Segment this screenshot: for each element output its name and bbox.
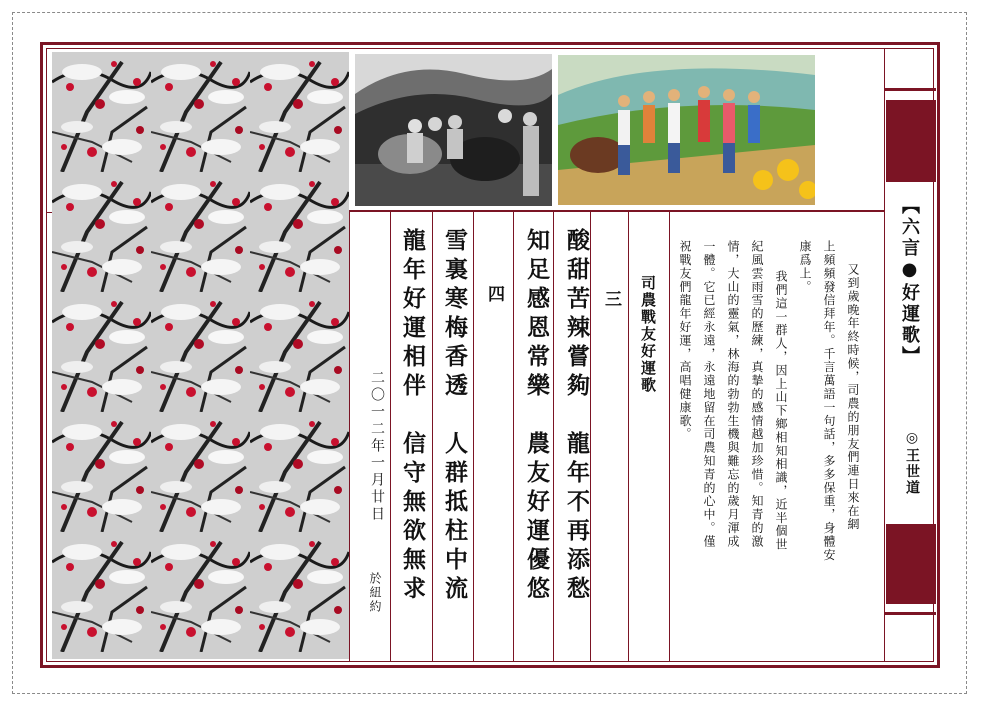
photo-divider bbox=[349, 210, 884, 212]
stanza3-line2-divider bbox=[513, 212, 514, 662]
stanza4-num-divider bbox=[473, 212, 474, 662]
author-name: ◎王世道 bbox=[904, 430, 920, 496]
stanza3-line1-divider bbox=[553, 212, 554, 662]
poem-line: 龍年好運相伴 信守無欲無求 bbox=[399, 228, 426, 605]
section-subtitle: 司農戰友好運歌 bbox=[639, 275, 657, 394]
prose-line: 紀風雲雨雪的歷練，真摯的感情越加珍惜。知青的激 bbox=[750, 240, 764, 549]
farm-photo bbox=[355, 54, 552, 206]
prose-line: 情，大山的靈氣，林海的勃勃生機與難忘的歲月渾成 bbox=[726, 240, 740, 549]
prose-line: 上頻頻發信拜年。千言萬語一句話，多多保重，身體安 bbox=[822, 240, 836, 562]
prose-line: 我們這一群人，因上山下鄉相知相識，近半個世 bbox=[774, 270, 788, 552]
prose-divider bbox=[669, 212, 670, 662]
poem-line: 知足感恩常樂 農友好運優悠 bbox=[523, 228, 550, 605]
plum-blossom-image bbox=[52, 52, 349, 659]
stanza4-line2-divider bbox=[390, 212, 391, 662]
stanza-number: 三 bbox=[601, 290, 621, 307]
title-decor-top bbox=[886, 100, 936, 182]
title-band-top-line bbox=[884, 88, 936, 91]
prose-line: 祝戰友們龍年好運，高唱健康歌。 bbox=[678, 240, 692, 441]
poem-line: 酸甜苦辣嘗夠 龍年不再添愁 bbox=[563, 228, 590, 605]
title-decor-bottom bbox=[886, 524, 936, 604]
stanza-number: 四 bbox=[484, 285, 504, 302]
prose-line: 康爲上。 bbox=[798, 240, 812, 294]
poem-place: 於紐約 bbox=[368, 572, 382, 614]
prose-line: 一體。它已經永遠，永遠地留在司農知青的心中。僅 bbox=[702, 240, 716, 549]
poem-title: 【六言●好運歌】 bbox=[899, 196, 920, 367]
title-band-bottom-line bbox=[884, 612, 936, 615]
poem-line: 雪裏寒梅香透 人群抵柱中流 bbox=[441, 228, 468, 605]
poem-date: 二〇一二年一月廿日 bbox=[369, 370, 385, 523]
title-column-divider bbox=[884, 48, 885, 662]
date-divider bbox=[349, 212, 350, 662]
subtitle-divider bbox=[628, 212, 629, 662]
stanza4-line1-divider bbox=[432, 212, 433, 662]
prose-line: 又到歲晚年終時候，司農的朋友們連日來在網 bbox=[846, 263, 860, 531]
propaganda-poster bbox=[558, 55, 815, 205]
